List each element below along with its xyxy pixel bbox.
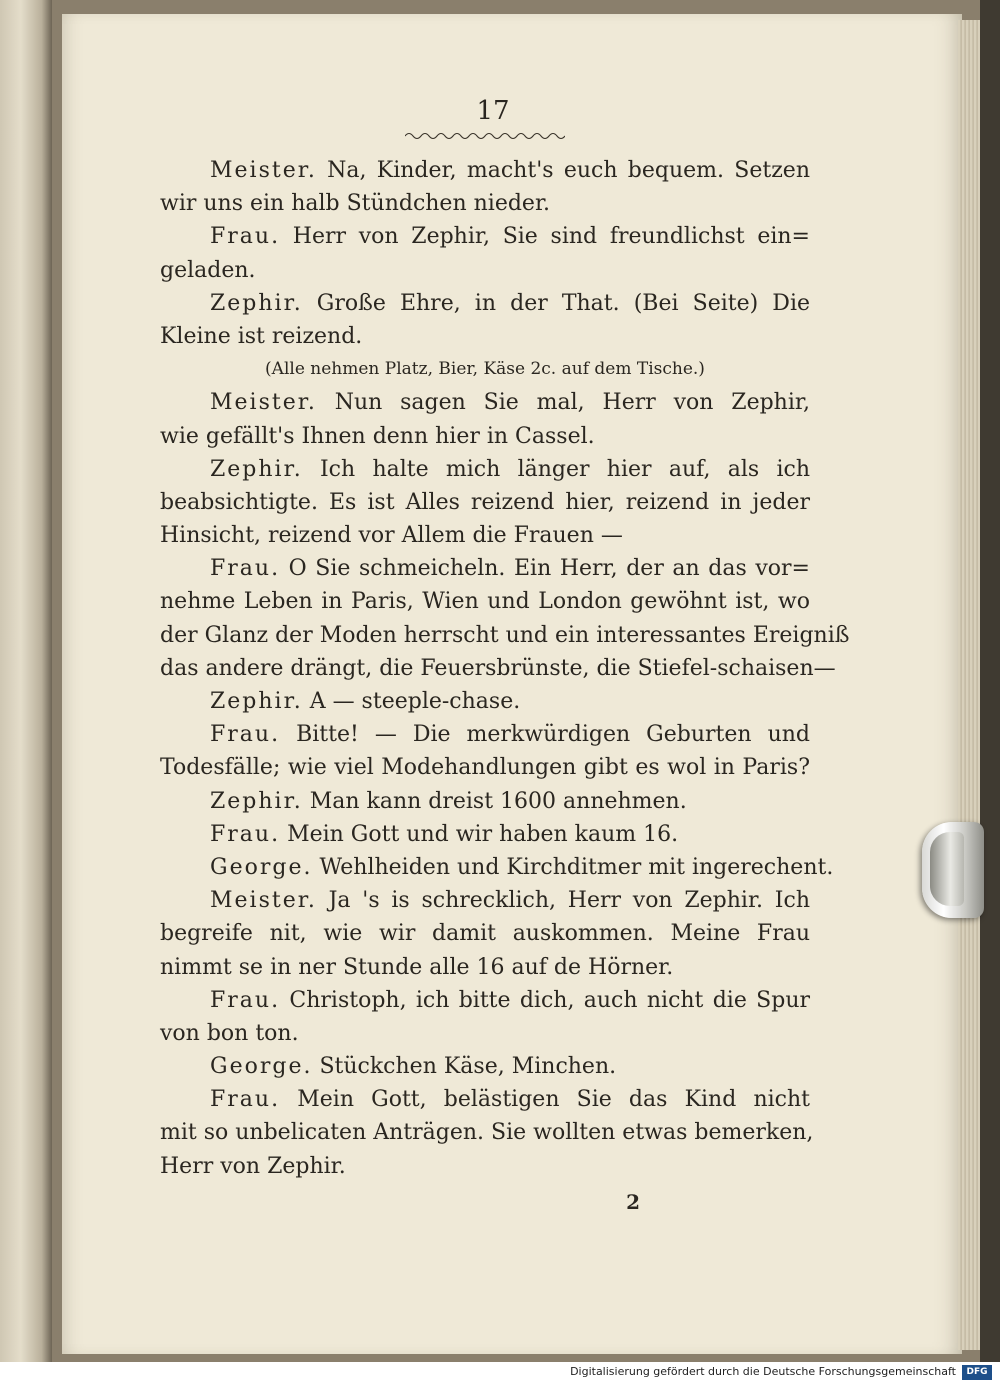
speaker-name: Frau. — [210, 1087, 281, 1113]
line-text: Ich halte mich länger hier auf, als ich — [319, 456, 810, 482]
speaker-name: Frau. — [210, 987, 281, 1013]
line-text: Todesfälle; wie viel Modehandlungen gibt es wol in Paris? — [160, 755, 810, 781]
text-line — [160, 1083, 810, 1116]
line-text: nehme Leben in Paris, Wien und London gewöhnt ist, wo — [160, 589, 810, 615]
text-line — [160, 420, 810, 453]
line-text: Hinsicht, reizend vor Allem die Frauen — — [160, 523, 623, 549]
text-line — [160, 718, 810, 751]
text-line — [160, 1150, 810, 1183]
dialogue-lines — [160, 154, 850, 1183]
speaker-name: Frau. — [210, 224, 281, 250]
line-text: von bon ton. — [160, 1020, 299, 1046]
speaker-name: Frau. — [210, 556, 281, 582]
text-line — [160, 552, 810, 585]
text-line — [160, 751, 810, 784]
line-text: Herr von Zephir. — [160, 1153, 346, 1179]
line-text: O Sie schmeicheln. Ein Herr, der an das vor= — [288, 556, 810, 582]
line-text: beabsichtigte. Es ist Alles reizend hier, reizend in jeder — [160, 489, 810, 515]
speaker-name: Meister. — [210, 390, 317, 416]
speaker-name: Meister. — [210, 888, 317, 914]
page-clip — [922, 822, 984, 918]
text-line — [160, 1050, 810, 1083]
line-text: mit so unbelicaten Anträgen. Sie wollten etwas bemerken, — [160, 1120, 814, 1146]
speaker-name: Zephir. — [210, 689, 303, 714]
text-line — [160, 453, 810, 486]
page-text — [160, 92, 850, 1217]
text-line — [160, 785, 810, 818]
line-text: Christoph, ich bitte dich, auch nicht die Spur — [289, 987, 810, 1013]
text-line — [160, 220, 810, 253]
text-line — [160, 619, 850, 652]
text-line — [160, 685, 810, 718]
line-text: wir uns ein halb Stündchen nieder. — [160, 191, 551, 217]
line-text: Mein Gott und wir haben kaum 16. — [287, 821, 679, 847]
line-text: Kleine ist reizend. — [160, 323, 363, 349]
text-line — [160, 287, 810, 320]
funding-credit: Digitalisierung gefördert durch die Deutsche Forschungsgemeinschaft — [570, 1365, 956, 1378]
speaker-name: George. — [210, 1054, 313, 1080]
signature-mark: 2 — [626, 1189, 640, 1214]
line-text: Herr von Zephir, Sie sind freundlichst ein= — [292, 224, 810, 250]
line-text: Wehlheiden und Kirchditmer mit ingerechent. — [319, 854, 834, 880]
line-text: das andere drängt, die Feuersbrünste, die Stiefel-schaisen— — [160, 655, 836, 681]
speaker-name: George. — [210, 854, 313, 880]
text-line — [160, 984, 810, 1017]
speaker-name: Frau. — [210, 821, 281, 847]
line-text: Stückchen Käse, Minchen. — [319, 1054, 617, 1080]
text-line — [160, 884, 810, 917]
text-line — [160, 652, 836, 685]
text-line — [160, 320, 810, 353]
speaker-name: Zephir. — [210, 788, 303, 814]
text-line — [160, 1116, 814, 1149]
line-text: nimmt se in ner Stunde alle 16 auf de Hörner. — [160, 954, 674, 980]
line-text: wie gefällt's Ihnen denn hier in Cassel. — [160, 423, 595, 449]
line-text: geladen. — [160, 257, 256, 283]
page-stack-edges — [958, 20, 980, 1350]
line-text: Ja 's is schrecklich, Herr von Zephir. Ich — [328, 888, 810, 914]
line-text: Nun sagen Sie mal, Herr von Zephir, — [334, 390, 810, 416]
text-line — [160, 818, 810, 851]
text-line — [160, 851, 834, 884]
book-cover-edge — [980, 0, 1000, 1362]
line-text: der Glanz der Moden herrscht und ein interessantes Ereigniß — [160, 622, 850, 648]
text-line — [160, 486, 810, 519]
left-page-edge — [0, 0, 52, 1362]
text-line — [160, 519, 810, 552]
text-line — [160, 187, 810, 220]
stage-direction — [160, 353, 810, 386]
text-line — [160, 917, 810, 950]
line-text: begreife nit, wie wir damit auskommen. Meine Frau — [160, 921, 810, 947]
speaker-name: Zephir. — [210, 456, 303, 482]
digitization-footer — [0, 1362, 1000, 1384]
line-text: Mein Gott, belästigen Sie das Kind nicht — [297, 1087, 810, 1113]
speaker-name: Meister. — [210, 158, 317, 183]
text-line — [160, 585, 810, 618]
text-line — [160, 154, 810, 187]
speaker-name: Zephir. — [210, 290, 303, 316]
text-line — [160, 951, 810, 984]
line-text: Große Ehre, in der That. (Bei Seite) Die — [316, 290, 810, 316]
line-text: Na, Kinder, macht's euch bequem. Setzen — [327, 158, 810, 183]
line-text: Man kann dreist 1600 annehmen. — [309, 788, 687, 814]
line-text: Bitte! — Die merkwürdigen Geburten und — [296, 722, 810, 748]
line-text: (Alle nehmen Platz, Bier, Käse 2c. auf dem Tische.) — [265, 359, 705, 380]
line-text: A — steeple-chase. — [309, 689, 521, 714]
page-number: 17 — [476, 96, 510, 126]
text-line — [160, 1017, 810, 1050]
text-line — [160, 254, 810, 287]
speaker-name: Frau. — [210, 722, 281, 748]
text-line — [160, 386, 810, 419]
wavy-rule — [405, 130, 565, 140]
dfg-logo: DFG — [962, 1365, 992, 1380]
